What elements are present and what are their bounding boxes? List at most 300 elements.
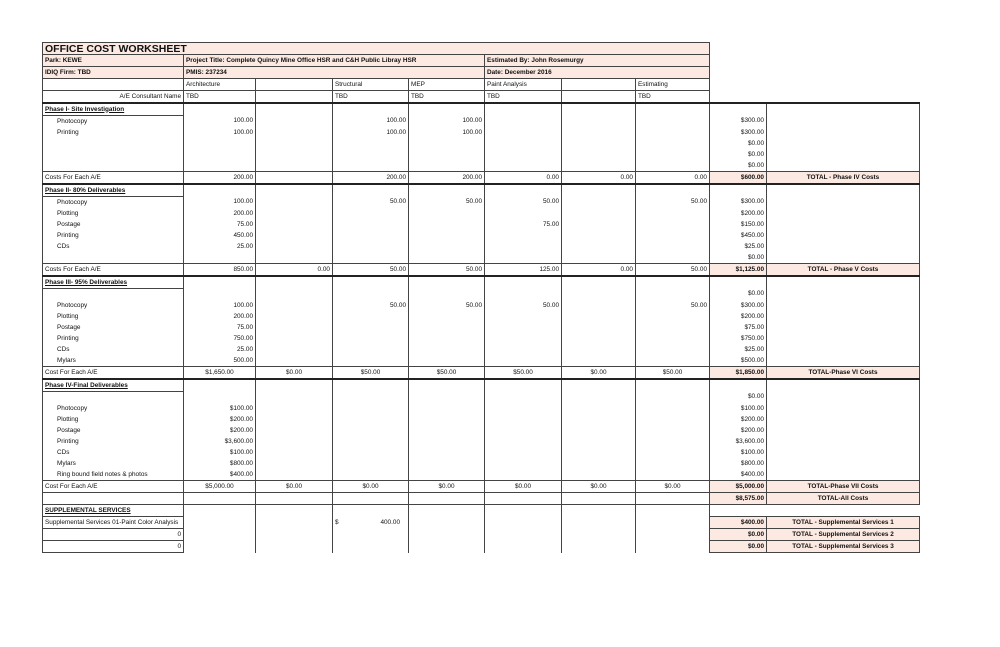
line-item-value	[333, 425, 409, 436]
cost-value: $0.00	[256, 367, 333, 380]
line-item-value: 100.00	[333, 116, 409, 128]
supplemental-structural	[333, 517, 409, 529]
blank-cell	[767, 230, 920, 241]
line-item-value	[409, 344, 485, 355]
blank-cell	[767, 322, 920, 333]
blank-cell	[562, 541, 636, 553]
blank-cell	[636, 541, 710, 553]
cost-row	[43, 481, 920, 493]
line-item-value	[562, 208, 636, 219]
blank-cell	[256, 103, 333, 116]
line-item-total: $150.00	[710, 219, 767, 230]
blank-cell	[256, 379, 333, 392]
line-item-total: $0.00	[710, 149, 767, 160]
discipline-header	[562, 79, 636, 91]
phase-total-label: TOTAL - Phase V Costs	[767, 264, 920, 277]
blank-cell	[636, 493, 710, 505]
line-item-total: $400.00	[710, 469, 767, 481]
blank-cell	[256, 517, 333, 529]
line-item-label: Postage	[43, 322, 184, 333]
line-item-value	[409, 241, 485, 252]
line-item-value	[184, 252, 256, 264]
line-item-value	[562, 197, 636, 209]
line-item-label	[43, 392, 184, 404]
line-item-total: $750.00	[710, 333, 767, 344]
blank-cell	[636, 103, 710, 116]
blank-cell	[256, 184, 333, 197]
line-item-value: 100.00	[184, 116, 256, 128]
line-item-row	[43, 414, 920, 425]
line-item-label	[43, 149, 184, 160]
line-item-value: 50.00	[409, 197, 485, 209]
supplemental-amount: 400.00	[380, 518, 400, 526]
line-item-total: $0.00	[710, 392, 767, 404]
blank-cell	[409, 276, 485, 289]
line-item-value	[184, 160, 256, 172]
line-item-value	[333, 333, 409, 344]
line-item-label: Photocopy	[43, 300, 184, 311]
blank-cell	[562, 276, 636, 289]
blank-cell	[767, 458, 920, 469]
supplemental-total-label: TOTAL - Supplemental Services 3	[767, 541, 920, 553]
line-item-value	[184, 149, 256, 160]
line-item-total: $300.00	[710, 300, 767, 311]
line-item-label	[43, 289, 184, 301]
blank-cell	[184, 103, 256, 116]
discipline-header: Paint Analysis	[485, 79, 562, 91]
line-item-value	[562, 355, 636, 367]
cost-value: 0.00	[562, 264, 636, 277]
line-item-value	[562, 458, 636, 469]
line-item-row	[43, 355, 920, 367]
line-item-value	[562, 138, 636, 149]
cost-label: Costs For Each A/E	[43, 264, 184, 277]
consultant-name: TBD	[485, 91, 562, 104]
line-item-row	[43, 458, 920, 469]
line-item-value: 500.00	[184, 355, 256, 367]
line-item-value	[256, 197, 333, 209]
line-item-value	[409, 149, 485, 160]
line-item-label: Photocopy	[43, 403, 184, 414]
line-item-value	[333, 289, 409, 301]
line-item-value	[485, 208, 562, 219]
line-item-row	[43, 230, 920, 241]
line-item-value	[333, 219, 409, 230]
consultant-row	[43, 91, 920, 104]
line-item-value	[333, 403, 409, 414]
discipline-header: MEP	[409, 79, 485, 91]
line-item-value	[636, 127, 710, 138]
line-item-value	[636, 138, 710, 149]
discipline-header: Estimating	[636, 79, 710, 91]
line-item-value	[409, 414, 485, 425]
cost-value: $0.00	[333, 481, 409, 493]
blank-cell	[767, 344, 920, 355]
line-item-value: 450.00	[184, 230, 256, 241]
line-item-value: 100.00	[409, 116, 485, 128]
line-item-value	[409, 392, 485, 404]
phase-heading: Phase II- 80% Deliverables	[43, 184, 184, 197]
all-costs-label: TOTAL-All Costs	[767, 493, 920, 505]
currency-symbol: $	[335, 518, 339, 526]
line-item-value	[562, 333, 636, 344]
line-item-value	[409, 333, 485, 344]
line-item-value	[256, 425, 333, 436]
line-item-value: $400.00	[184, 469, 256, 481]
line-item-total: $25.00	[710, 344, 767, 355]
line-item-total: $25.00	[710, 241, 767, 252]
line-item-value	[562, 252, 636, 264]
cost-label: Cost For Each A/E	[43, 481, 184, 493]
line-item-value	[562, 392, 636, 404]
line-item-row	[43, 403, 920, 414]
line-item-value: 50.00	[333, 300, 409, 311]
line-item-total: $0.00	[710, 289, 767, 301]
blank-cell	[184, 379, 256, 392]
supplemental-row	[43, 529, 920, 541]
line-item-value: $800.00	[184, 458, 256, 469]
blank-cell	[767, 138, 920, 149]
blank-cell	[562, 505, 636, 517]
line-item-value	[485, 252, 562, 264]
line-item-value: 100.00	[184, 300, 256, 311]
supplemental-row	[43, 517, 920, 529]
line-item-value	[409, 403, 485, 414]
blank-cell	[710, 79, 920, 91]
line-item-value	[409, 355, 485, 367]
cost-value: 0.00	[562, 172, 636, 185]
blank-cell	[409, 379, 485, 392]
line-item-total: $300.00	[710, 127, 767, 138]
line-item-value	[409, 436, 485, 447]
blank-cell	[485, 379, 562, 392]
line-item-value: 200.00	[184, 208, 256, 219]
line-item-value	[562, 230, 636, 241]
line-item-row	[43, 289, 920, 301]
cost-value: 200.00	[184, 172, 256, 185]
line-item-row	[43, 241, 920, 252]
line-item-value: 100.00	[409, 127, 485, 138]
blank-cell	[184, 505, 256, 517]
line-item-value	[485, 344, 562, 355]
line-item-value	[636, 403, 710, 414]
line-item-value	[256, 447, 333, 458]
consultant-name: TBD	[333, 91, 409, 104]
phase-heading: Phase I- Site Investigation	[43, 103, 184, 116]
line-item-value	[256, 311, 333, 322]
blank-cell	[636, 379, 710, 392]
line-item-value	[409, 219, 485, 230]
line-item-value: 50.00	[636, 197, 710, 209]
line-item-value	[333, 230, 409, 241]
blank-cell	[636, 184, 710, 197]
line-item-value	[485, 414, 562, 425]
line-item-value	[256, 355, 333, 367]
line-item-value	[636, 392, 710, 404]
line-item-label: Photocopy	[43, 116, 184, 128]
blank-cell	[767, 403, 920, 414]
idiq-firm: IDIQ Firm: TBD	[43, 67, 184, 79]
line-item-total: $200.00	[710, 208, 767, 219]
discipline-header	[256, 79, 333, 91]
line-item-value	[562, 425, 636, 436]
phase-total-label: TOTAL-Phase VI Costs	[767, 367, 920, 380]
blank-cell	[43, 493, 184, 505]
blank-cell	[184, 493, 256, 505]
line-item-value: $200.00	[184, 425, 256, 436]
line-item-value	[485, 447, 562, 458]
blank-cell	[767, 414, 920, 425]
consultant-name: TBD	[409, 91, 485, 104]
blank-cell	[256, 541, 333, 553]
blank-cell	[710, 505, 920, 517]
line-item-value: 100.00	[184, 127, 256, 138]
line-item-value: $3,600.00	[184, 436, 256, 447]
line-item-value	[485, 322, 562, 333]
line-item-row	[43, 208, 920, 219]
line-item-value	[184, 289, 256, 301]
blank-cell	[767, 184, 920, 197]
line-item-value: $200.00	[184, 414, 256, 425]
blank-cell	[710, 91, 920, 104]
line-item-label: Plotting	[43, 414, 184, 425]
all-costs-value: $8,575.00	[710, 493, 767, 505]
line-item-value	[485, 160, 562, 172]
line-item-value	[333, 458, 409, 469]
line-item-label: Postage	[43, 219, 184, 230]
cost-value: $0.00	[636, 481, 710, 493]
line-item-value	[256, 160, 333, 172]
line-item-value	[636, 230, 710, 241]
cost-label: Costs For Each A/E	[43, 172, 184, 185]
line-item-value	[485, 333, 562, 344]
line-item-value	[485, 230, 562, 241]
line-item-value	[256, 127, 333, 138]
line-item-value	[636, 425, 710, 436]
line-item-value	[409, 469, 485, 481]
blank-cell	[485, 493, 562, 505]
cost-value: 125.00	[485, 264, 562, 277]
line-item-value	[333, 469, 409, 481]
line-item-value	[256, 208, 333, 219]
worksheet	[42, 42, 920, 553]
blank-cell	[710, 55, 920, 67]
cost-row	[43, 367, 920, 380]
line-item-row	[43, 392, 920, 404]
line-item-value	[636, 241, 710, 252]
blank-cell	[767, 379, 920, 392]
line-item-value	[636, 208, 710, 219]
blank-cell	[256, 493, 333, 505]
blank-cell	[562, 529, 636, 541]
phase-heading-row	[43, 184, 920, 197]
header-row	[43, 55, 920, 67]
line-item-value	[485, 436, 562, 447]
consultant-name	[562, 91, 636, 104]
cost-value: $0.00	[409, 481, 485, 493]
line-item-label: CDs	[43, 447, 184, 458]
blank-cell	[256, 505, 333, 517]
line-item-value	[562, 241, 636, 252]
blank-cell	[767, 160, 920, 172]
blank-cell	[184, 184, 256, 197]
supplemental-total-value: $0.00	[710, 529, 767, 541]
line-item-value	[333, 436, 409, 447]
line-item-value	[562, 436, 636, 447]
line-item-label: Printing	[43, 436, 184, 447]
line-item-value	[485, 241, 562, 252]
phase-heading-row	[43, 276, 920, 289]
blank-cell	[409, 517, 485, 529]
line-item-row	[43, 127, 920, 138]
cost-row	[43, 264, 920, 277]
blank-cell	[636, 505, 710, 517]
line-item-label	[43, 252, 184, 264]
line-item-value	[256, 116, 333, 128]
line-item-value: 50.00	[409, 300, 485, 311]
blank-cell	[562, 493, 636, 505]
line-item-value	[256, 436, 333, 447]
line-item-row	[43, 333, 920, 344]
discipline-header: Structural	[333, 79, 409, 91]
line-item-value: 25.00	[184, 344, 256, 355]
phase-total-label: TOTAL-Phase VII Costs	[767, 481, 920, 493]
blank-cell	[43, 79, 184, 91]
blank-cell	[767, 252, 920, 264]
supplemental-total-label: TOTAL - Supplemental Services 2	[767, 529, 920, 541]
line-item-value	[256, 300, 333, 311]
line-item-total: $200.00	[710, 414, 767, 425]
line-item-value	[333, 311, 409, 322]
line-item-value	[333, 322, 409, 333]
blank-cell	[256, 529, 333, 541]
line-item-value	[409, 138, 485, 149]
line-item-total: $500.00	[710, 355, 767, 367]
blank-cell	[409, 493, 485, 505]
cost-label: Cost For Each A/E	[43, 367, 184, 380]
line-item-value	[256, 149, 333, 160]
line-item-label	[43, 138, 184, 149]
line-item-value	[409, 289, 485, 301]
line-item-value	[256, 344, 333, 355]
line-item-total: $300.00	[710, 116, 767, 128]
line-item-value	[256, 289, 333, 301]
line-item-value	[409, 208, 485, 219]
line-item-value	[562, 447, 636, 458]
blank-cell	[767, 127, 920, 138]
phase-heading-row	[43, 379, 920, 392]
line-item-total: $450.00	[710, 230, 767, 241]
blank-cell	[485, 517, 562, 529]
line-item-value	[333, 241, 409, 252]
line-item-value	[256, 458, 333, 469]
cost-value: $0.00	[256, 481, 333, 493]
blank-cell	[333, 493, 409, 505]
line-item-value	[333, 355, 409, 367]
line-item-row	[43, 252, 920, 264]
phase-heading: Phase IV-Final Deliverables	[43, 379, 184, 392]
blank-cell	[562, 517, 636, 529]
cost-value: $0.00	[562, 367, 636, 380]
blank-cell	[485, 541, 562, 553]
line-item-row	[43, 425, 920, 436]
line-item-value	[562, 116, 636, 128]
supplemental-row	[43, 541, 920, 553]
all-costs-row	[43, 493, 920, 505]
blank-cell	[485, 184, 562, 197]
line-item-value: 75.00	[485, 219, 562, 230]
blank-cell	[409, 103, 485, 116]
blank-cell	[710, 379, 767, 392]
line-item-total: $200.00	[710, 425, 767, 436]
line-item-row	[43, 300, 920, 311]
cost-value: 850.00	[184, 264, 256, 277]
phase-total-value: $1,850.00	[710, 367, 767, 380]
line-item-value	[256, 241, 333, 252]
blank-cell	[767, 241, 920, 252]
line-item-value: 25.00	[184, 241, 256, 252]
cost-row	[43, 172, 920, 185]
line-item-value	[636, 469, 710, 481]
line-item-value	[636, 355, 710, 367]
line-item-total: $200.00	[710, 311, 767, 322]
line-item-value	[485, 469, 562, 481]
blank-cell	[333, 379, 409, 392]
line-item-value: 200.00	[184, 311, 256, 322]
blank-cell	[333, 103, 409, 116]
line-item-row	[43, 344, 920, 355]
line-item-value	[409, 252, 485, 264]
consultant-name	[256, 91, 333, 104]
line-item-value	[562, 149, 636, 160]
cost-value: 50.00	[409, 264, 485, 277]
line-item-value	[256, 138, 333, 149]
line-item-value: $100.00	[184, 447, 256, 458]
line-item-row	[43, 311, 920, 322]
project-title: Project Title: Complete Quincy Mine Office HSR and C&H Public Libray HSR	[184, 55, 485, 67]
blank-cell	[767, 436, 920, 447]
consultant-name: TBD	[184, 91, 256, 104]
line-item-total: $100.00	[710, 403, 767, 414]
line-item-label	[43, 160, 184, 172]
line-item-value	[333, 447, 409, 458]
line-item-value	[333, 160, 409, 172]
line-item-total: $75.00	[710, 322, 767, 333]
line-item-label: Printing	[43, 333, 184, 344]
line-item-row	[43, 149, 920, 160]
supplemental-heading-row	[43, 505, 920, 517]
line-item-value	[562, 219, 636, 230]
line-item-value	[333, 414, 409, 425]
line-item-value	[636, 160, 710, 172]
pmis-field: PMIS: 237234	[184, 67, 485, 79]
line-item-value	[636, 436, 710, 447]
phase-total-label: TOTAL - Phase IV Costs	[767, 172, 920, 185]
phase-total-value: $600.00	[710, 172, 767, 185]
blank-cell	[767, 300, 920, 311]
line-item-value	[485, 392, 562, 404]
line-item-value	[485, 403, 562, 414]
blank-cell	[184, 517, 256, 529]
page-title: OFFICE COST WORKSHEET	[43, 43, 710, 55]
line-item-total: $0.00	[710, 138, 767, 149]
estimated-by: Estimated By: John Rosemurgy	[485, 55, 710, 67]
line-item-value: 50.00	[485, 197, 562, 209]
line-item-value	[636, 333, 710, 344]
blank-cell	[767, 425, 920, 436]
phase-heading-row	[43, 103, 920, 116]
blank-cell	[636, 276, 710, 289]
